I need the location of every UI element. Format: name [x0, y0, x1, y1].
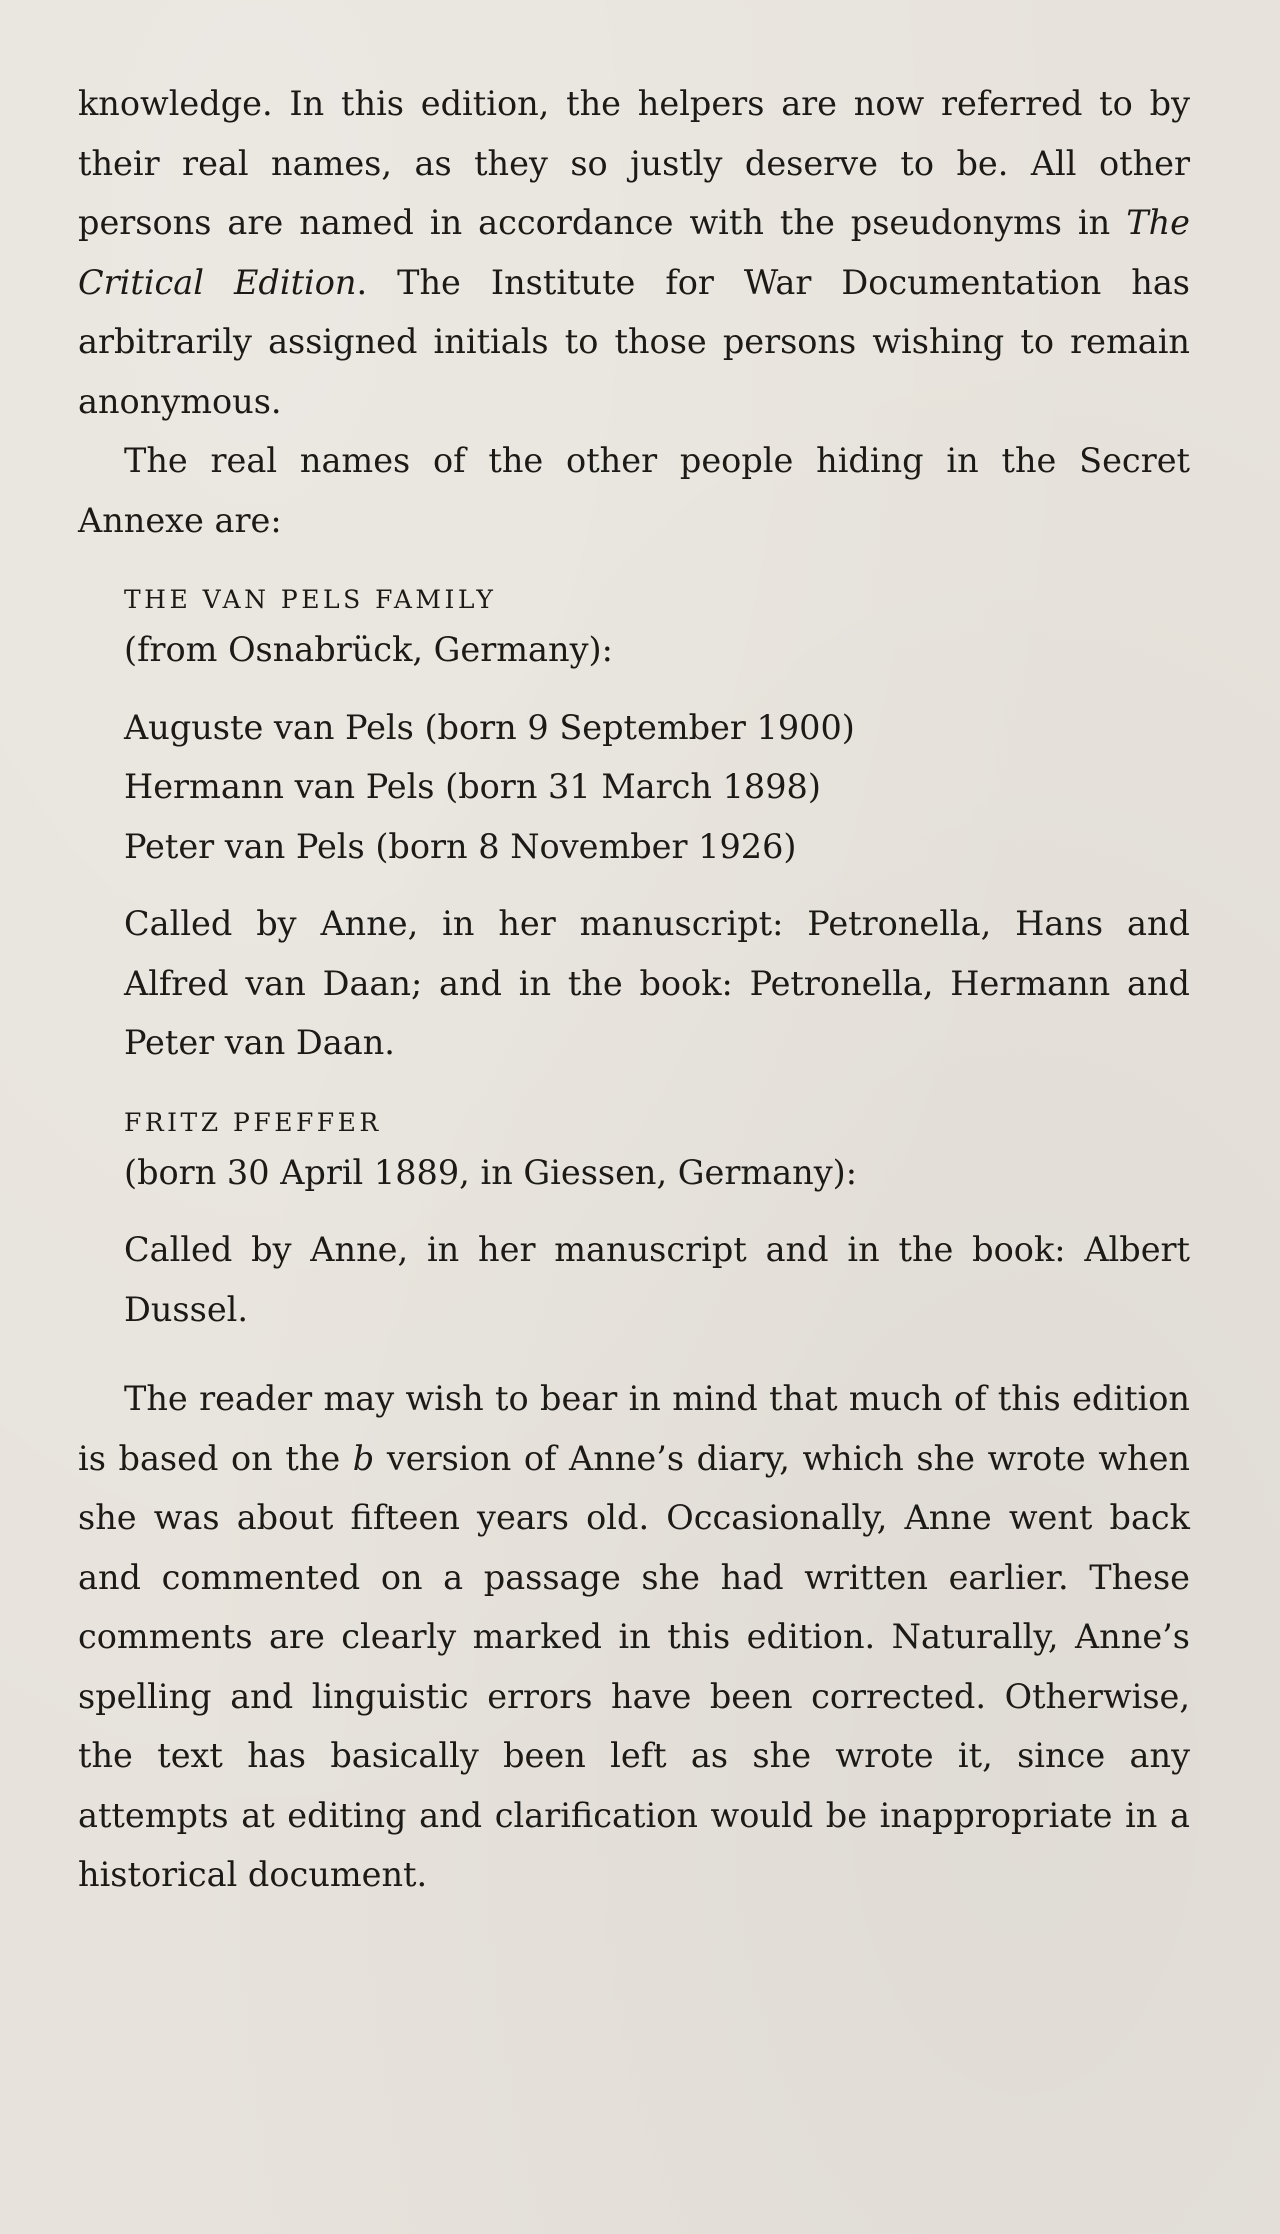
- pfeffer-section: [124, 1103, 1190, 1340]
- pfeffer-pseudonym: Called by Anne, in her manuscript and in the book: Albert Dussel.: [124, 1230, 1190, 1329]
- paragraph-real-names: The real names of the other people hiding in the Secret Annexe are:: [78, 441, 1190, 540]
- paragraph-reader-note: The reader may wish to bear in mind that much of this edition is based on the b version of Anne’s diary, which she wrote when she was about fifteen years old. Occasionally, Anne went back and commented on a passage she had written earlier. These comments are clearly marked in this edition. Naturally, Anne’s spelling and linguistic errors have been corrected. Otherwise, the text has basically been left as she wrote it, since any attempts at editing and clarification would be inappropriate in a historical document.: [78, 1379, 1190, 1894]
- van-pels-pseudonyms: Called by Anne, in her manuscript: Petronella, Hans and Alfred van Daan; and in the book: Petronella, Hermann and Peter van Daan.: [124, 904, 1190, 1062]
- list-item: Peter van Pels (born 8 November 1926): [124, 826, 797, 866]
- list-item: Auguste van Pels (born 9 September 1900): [124, 707, 855, 747]
- van-pels-members: [124, 698, 1190, 877]
- list-item: Hermann van Pels (born 31 March 1898): [124, 767, 821, 806]
- pfeffer-heading: FRITZ PFEFFER: [124, 1107, 382, 1137]
- van-pels-heading: THE VAN PELS FAMILY: [124, 585, 497, 614]
- page-text: [78, 74, 1190, 1905]
- paragraph-helpers: knowledge. In this edition, the helpers are now referred to by their real names, as they so justly deserve to be. All other persons are named in accordance with the pseudonyms in The Critical Edition. The Institute for War Documentation has arbitrarily assigned initials to those persons wishing to remain anonymous.: [78, 84, 1190, 421]
- version-letter: b: [352, 1438, 375, 1478]
- pfeffer-origin: (born 30 April 1889, in Giessen, Germany):: [124, 1152, 857, 1192]
- book-title: The Critical Edition: [78, 203, 1190, 302]
- van-pels-section: [124, 580, 1190, 1073]
- van-pels-origin: (from Osnabrück, Germany):: [124, 630, 613, 669]
